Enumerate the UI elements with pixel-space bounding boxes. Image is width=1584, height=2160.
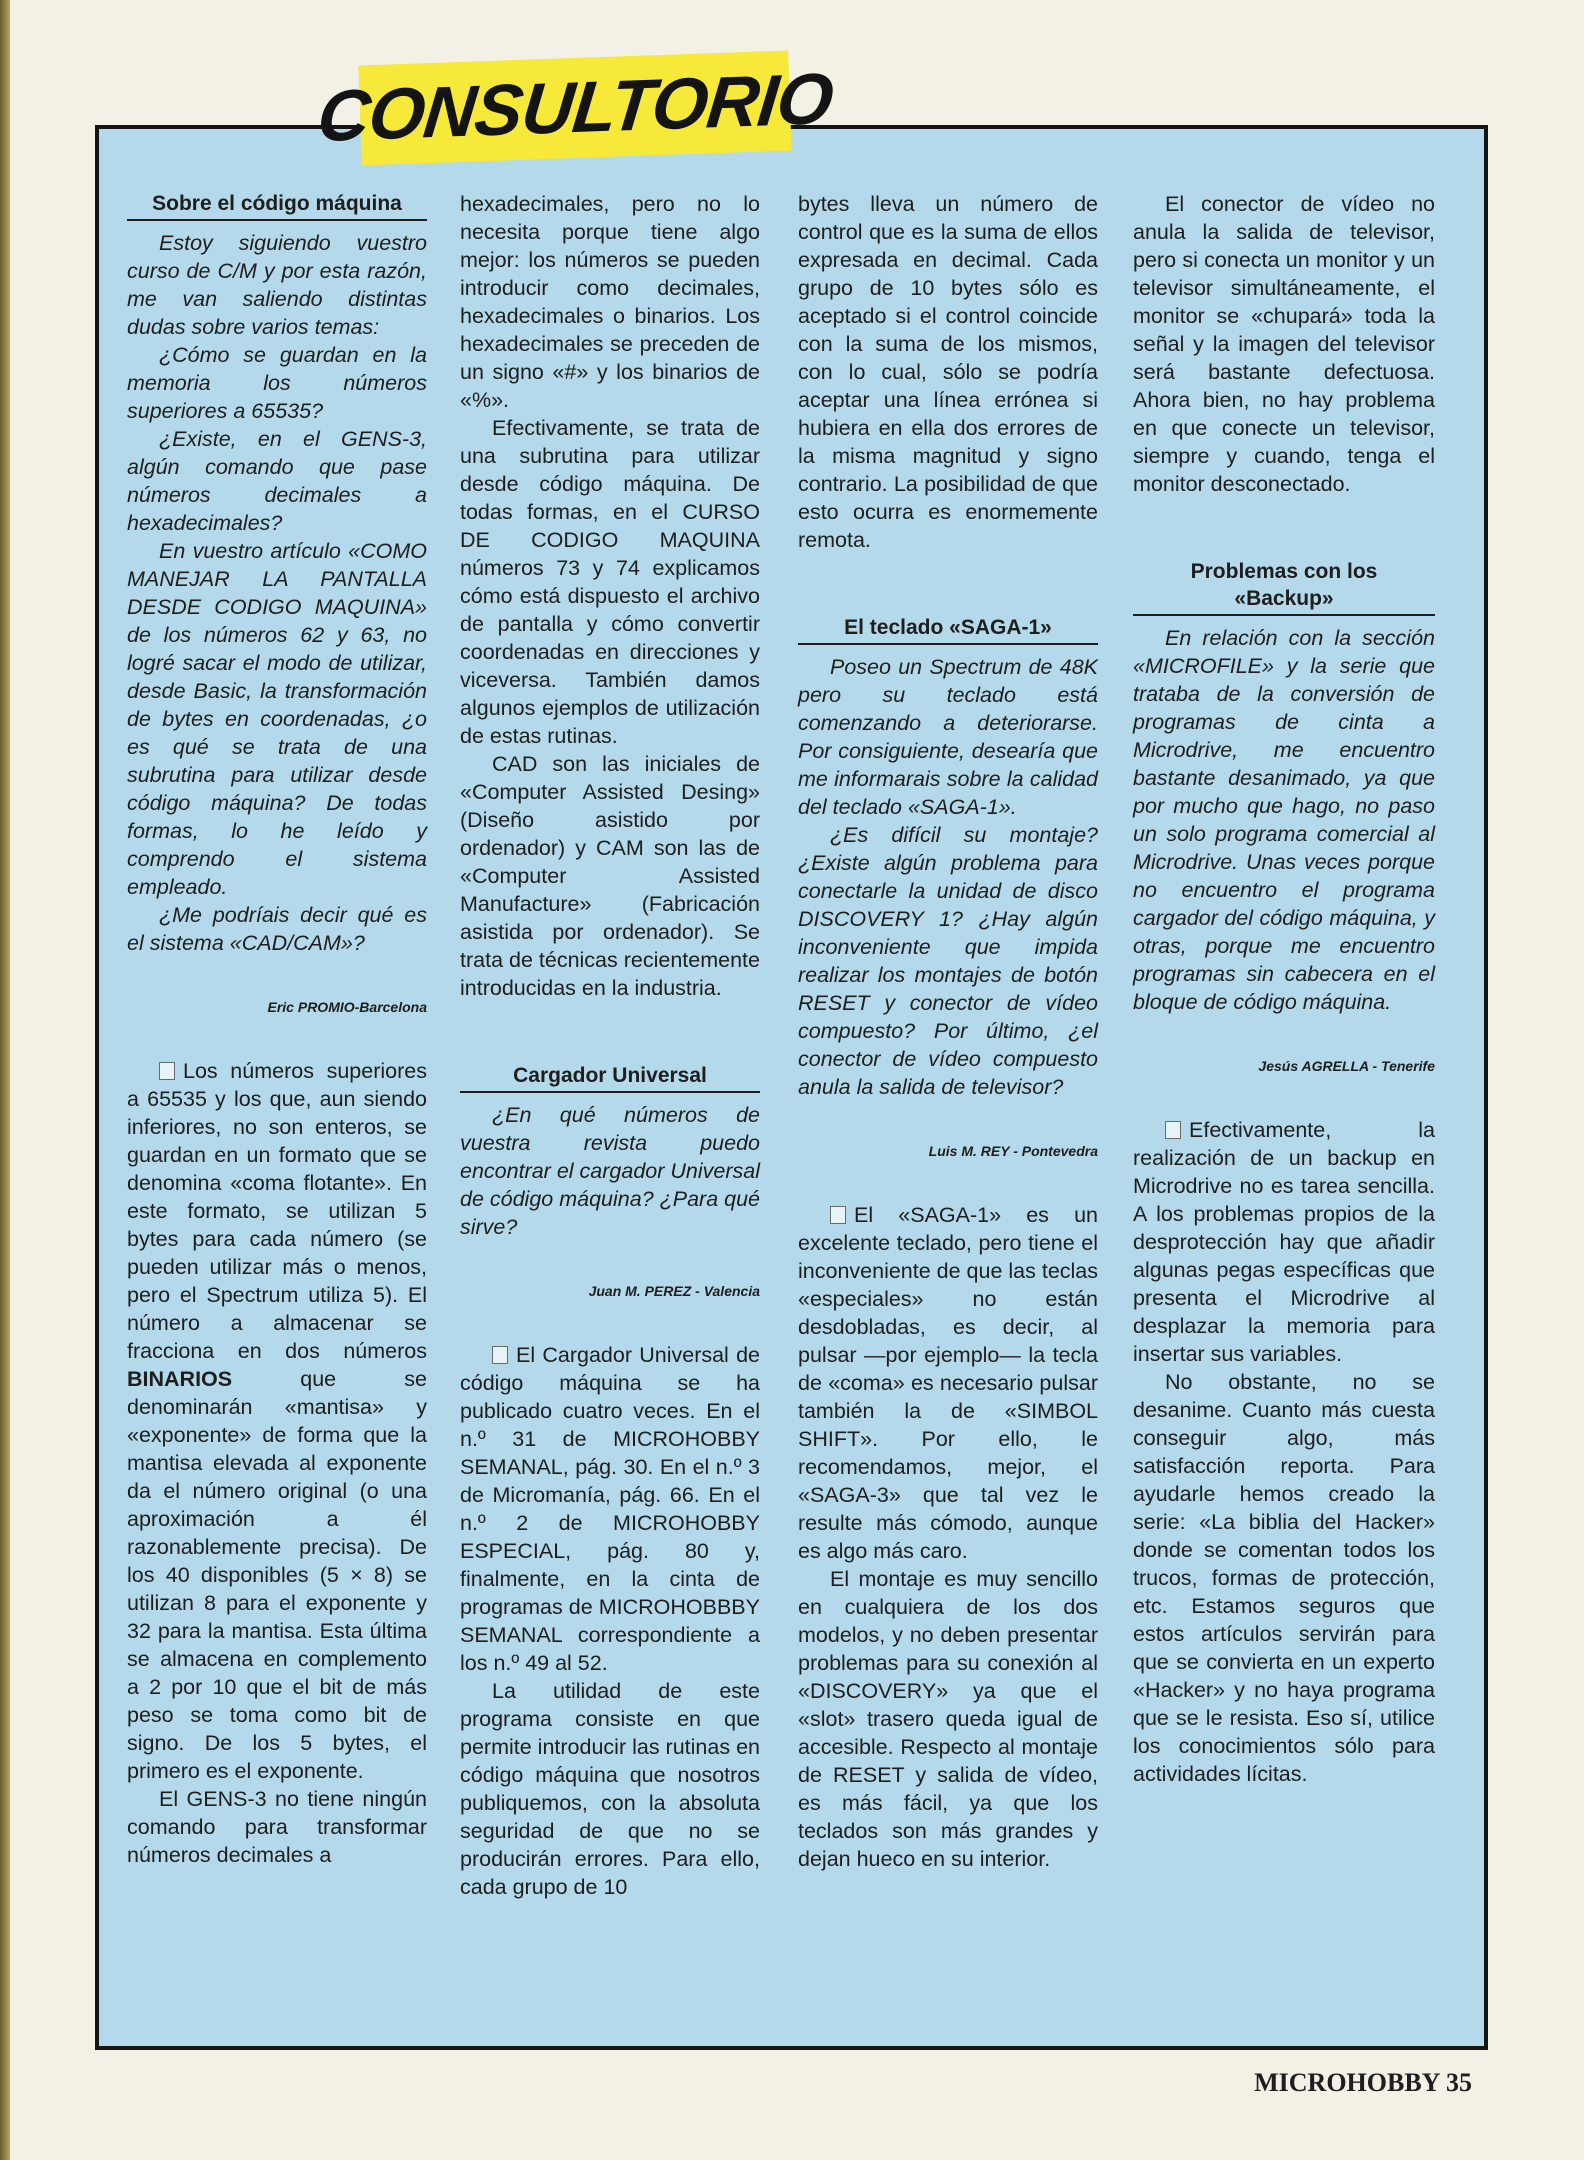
heading-teclado-saga: El teclado «SAGA-1» <box>798 614 1098 645</box>
question-text: ¿En qué números de vuestra revista puedo encontrar el cargador Universal de código máquina? ¿Para qué sirve? <box>460 1103 761 1239</box>
answer-box-icon <box>492 1346 508 1364</box>
answer-text: hexadecimales, pero no lo necesita porque tiene algo mejor: los números se pueden introducir como decimales, hexadecimales o binarios. Los hexadecimales se preceden de un signo «#» y los binarios de «%». <box>460 192 760 412</box>
question-text: ¿Cómo se guardan en la memoria los números superiores a 65535? <box>127 343 427 423</box>
section-title-banner <box>313 51 837 166</box>
question-text: ¿Me podríais decir qué es el sistema «CAD/CAM»? <box>127 903 427 955</box>
question-text: ¿Existe, en el GENS-3, algún comando que pase números decimales a hexadecimales? <box>127 427 427 535</box>
answer-text: Efectivamente, la realización de un backup en Microdrive no es tarea sencilla. A los problemas propios de la desprotección hay que añadir algunas pegas específicas que presenta el Microdrive al desplazar la memoria para insertar sus variables. <box>1133 1118 1435 1366</box>
answer-text: CAD son las iniciales de «Computer Assisted Desing» (Diseño asistido por ordenador) y CAM son las de «Computer Assisted Manufacture» (Fabricación asistida por ordenador). Se trata de técnicas recientemente introducidas en la industria. <box>460 752 760 1000</box>
reader-signature: Jesús AGRELLA - Tenerife <box>1258 1058 1435 1074</box>
answer-text: No obstante, no se desanime. Cuanto más cuesta conseguir algo, más satisfacción reporta. Para ayudarle hemos creado la serie: «La biblia del Hacker» donde se comentan todos los trucos, formas de protección, etc. Estamos seguros que estos artículos servirán para que se convierta en un experto «Hacker» y no haya programa que se le resista. Eso sí, utilice los conocimientos sólo para actividades lícitas. <box>1133 1370 1435 1786</box>
column-1 <box>127 190 427 1869</box>
answer-box-icon <box>1165 1121 1181 1139</box>
answer-text: Efectivamente, se trata de una subrutina para utilizar desde código máquina. De todas formas, en el CURSO DE CODIGO MAQUINA números 73 y 74 explicamos cómo está dispuesto el archivo de pantalla y cómo convertir coordenadas en direcciones y viceversa. También damos algunos ejemplos de utilización de estas rutinas. <box>460 416 760 748</box>
page-spine <box>0 0 10 2160</box>
question-text: Poseo un Spectrum de 48K pero su teclado está comenzando a deteriorarse. Por consiguiente, desearía que me informarais sobre la calidad del teclado «SAGA-1». <box>798 655 1098 819</box>
magazine-name: MICROHOBBY <box>1254 2068 1440 2097</box>
reader-signature: Juan M. PEREZ - Valencia <box>588 1283 760 1299</box>
heading-cargador-universal: Cargador Universal <box>460 1062 760 1093</box>
question-text: En relación con la sección «MICROFILE» y la serie que trataba de la conversión de programas de cinta a Microdrive, me encuentro bastante desanimado, ya que por mucho que hago, no paso un solo programa comercial al Microdrive. Unas veces porque no encuentro el programa cargador del código máquina, y otras, porque me encuentro programas sin cabecera en el bloque de código máquina. <box>1133 626 1435 1014</box>
reader-signature: Luis M. REY - Pontevedra <box>928 1143 1098 1159</box>
answer-text: La utilidad de este programa consiste en que permite introducir las rutinas en código máquina que nosotros publiquemos, con la absoluta seguridad de que no se producirán errores. Para ello, cada grupo de 10 <box>460 1679 760 1899</box>
question-text: Estoy siguiendo vuestro curso de C/M y por esta razón, me van saliendo distintas dudas sobre varios temas: <box>127 231 427 339</box>
answer-box-icon <box>830 1206 846 1224</box>
answer-text: bytes lleva un número de control que es la suma de ellos expresada en decimal. Cada grupo de 10 bytes sólo es aceptado si el control coincide con la suma de los mismos, con lo cual, sólo se podría aceptar una línea errónea si hubiera en ella dos errores de la misma magnitud y signo contrario. La posibilidad de que esto ocurra es enormemente remota. <box>798 192 1098 552</box>
section-title: CONSULTORIO <box>313 58 837 158</box>
answer-text: El «SAGA-1» es un excelente teclado, pero tiene el inconveniente de que las teclas «especiales» no están desdobladas, es decir, al pulsar —por ejemplo— la tecla de «coma» es necesario pulsar también la de «SIMBOL SHIFT». Por ello, le recomendamos, mejor, el «SAGA-3» que tal vez le resulte más cómodo, aunque es algo más caro. <box>798 1203 1099 1563</box>
question-text: En vuestro artículo «COMO MANEJAR LA PANTALLA DESDE CODIGO MAQUINA» de los números 62 y 63, no logré sacar el modo de utilizar, desde Basic, la transformación de bytes en coordenadas, ¿o es qué se trata de una subrutina para utilizar desde código máquina? De todas formas, lo he leído y comprendo el sistema empleado. <box>127 539 427 899</box>
column-4 <box>1133 190 1435 1788</box>
heading-codigo-maquina: Sobre el código máquina <box>127 190 427 221</box>
question-text: ¿Es difícil su montaje? ¿Existe algún problema para conectarle la unidad de disco DISCOVERY 1? ¿Hay algún inconveniente que impida realizar los montajes de botón RESET y conector de vídeo compuesto? Por último, ¿el conector de vídeo compuesto anula la salida de televisor? <box>798 823 1098 1099</box>
column-3 <box>798 190 1098 1873</box>
answer-text: El Cargador Universal de código máquina se ha publicado cuatro veces. En el n.º 31 de MICROHOBBY SEMANAL, pág. 30. En el n.º 3 de Micromanía, pág. 66. En el n.º 2 de MICROHOBBY ESPECIAL, pág. 80 y, finalmente, en la cinta de programas de MICROHOBBBY SEMANAL correspondiente a los n.º 49 al 52. <box>460 1343 760 1675</box>
page-footer <box>1250 2068 1472 2098</box>
heading-backup: Problemas con los «Backup» <box>1133 558 1435 616</box>
answer-box-icon <box>159 1062 175 1080</box>
column-2 <box>460 190 760 1901</box>
page-number: 35 <box>1446 2068 1472 2097</box>
answer-text: El GENS-3 no tiene ningún comando para transformar números decimales a <box>127 1787 427 1867</box>
reader-signature: Eric PROMIO-Barcelona <box>267 999 427 1015</box>
answer-text: El conector de vídeo no anula la salida de televisor, pero si conecta un monitor y un televisor simultáneamente, el monitor se «chupará» toda la señal y la imagen del televisor será bastante defectuosa. Ahora bien, no hay problema en que conecte un televisor, siempre y cuando, tenga el monitor desconectado. <box>1133 192 1435 496</box>
answer-text: Los números superiores a 65535 y los que, aun siendo inferiores, no son enteros, se guardan en un formato que se denomina «coma flotante». En este formato, se utilizan 5 bytes para cada número (se pueden utilizar más o menos, pero el Spectrum utiliza 5). El número a almacenar se fracciona en dos números BINARIOS que se denominarán «mantisa» y «exponente» de forma que la mantisa elevada al exponente da el número original (o una aproximación a él razonablemente precisa). De los 40 disponibles (5 × 8) se utilizan 8 para el exponente y 32 para la mantisa. Esta última se almacena en complemento a 2 por 10 que el bit de más peso se toma como bit de signo. De los 5 bytes, el primero es el exponente. <box>127 1059 427 1783</box>
answer-text: El montaje es muy sencillo en cualquiera de los dos modelos, y no deben presentar problemas para su conexión al «DISCOVERY» ya que el «slot» trasero queda igual de accesible. Respecto al montaje de RESET y salida de vídeo, es más fácil, ya que los teclados son más grandes y dejan hueco en su interior. <box>798 1567 1098 1871</box>
